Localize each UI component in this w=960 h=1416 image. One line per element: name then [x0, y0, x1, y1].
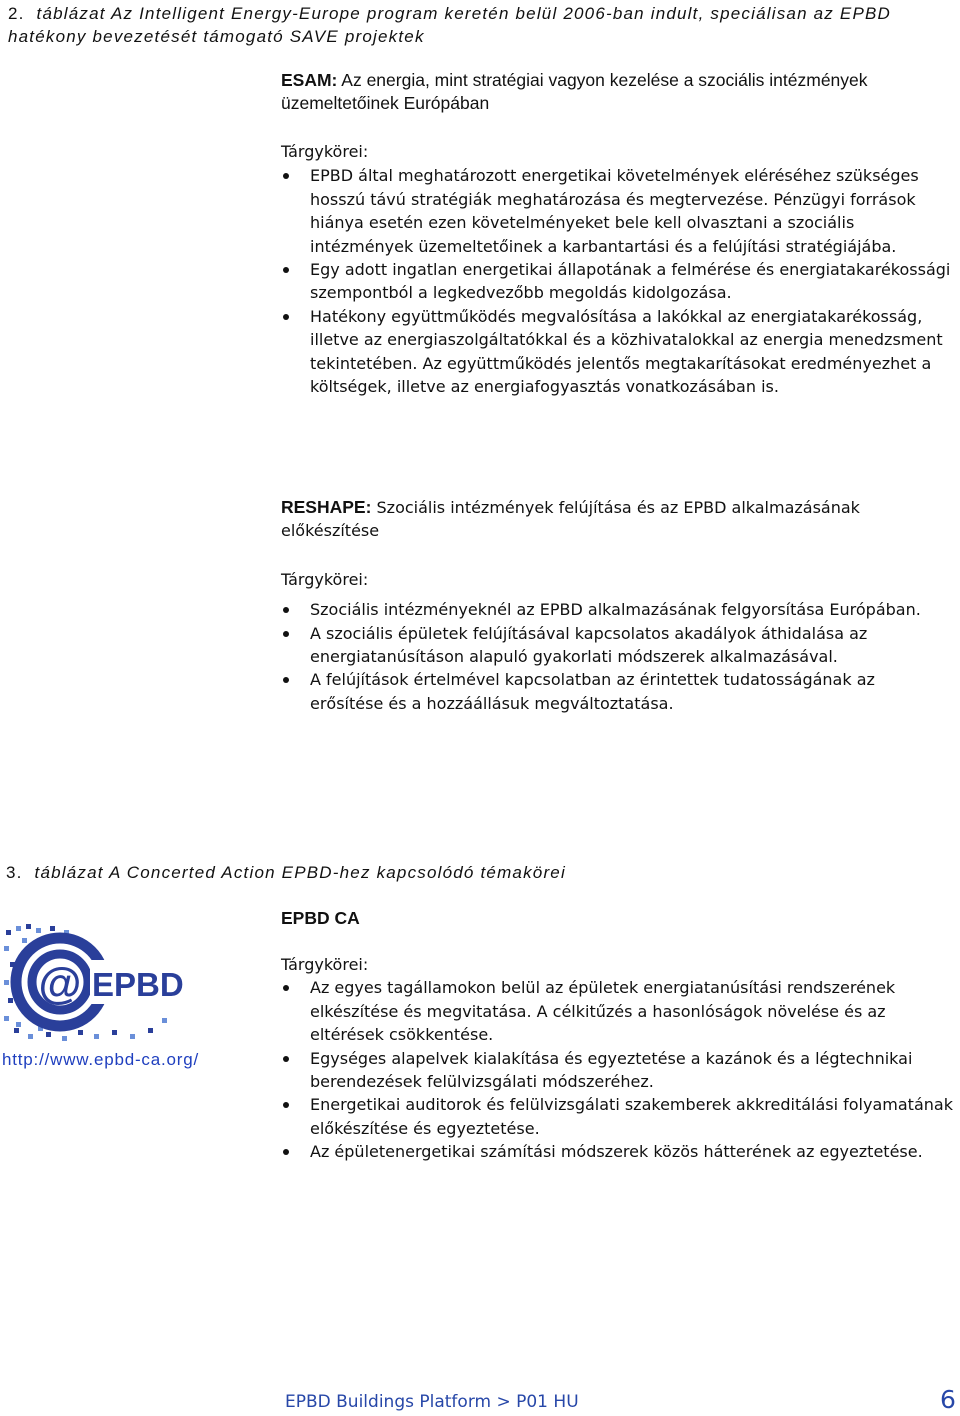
list-item: Az épületenergetikai számítási módszerek közös hátterének az egyeztetése.: [281, 1140, 953, 1163]
list-item: Szociális intézményeknél az EPBD alkalmazásának felgyorsítása Európában.: [281, 598, 953, 621]
list-item: EPBD által meghatározott energetikai követelmények eléréséhez szükséges hosszú távú stratégiák meghatározása és megtervezése. Pénzügyi források hiánya esetén ezen követelményeket bele kell olvasztani a szociális intézmények üzemeltetőinek a karbantartási és a felújítási stratégiájába.: [281, 164, 953, 258]
list-item: Hatékony együttműködés megvalósítása a lakókkal az energiatakarékosság, illetve az energiaszolgáltatókkal és a közhivatalokkal az energia menedzsment tekintetében. Az együttműködés jelentős megtakarításokat eredményezhet a költségek, illetve az energiafogyasztás vonatkozásában is.: [281, 305, 953, 399]
epbd-logo-graphic: [2, 922, 184, 1042]
esam-topic-list: [281, 164, 953, 398]
table-2-caption-text: táblázat Az Intelligent Energy-Europe program keretén belül 2006-ban indult, speciálisan az EPBD hatékony bevezetését támogató SAVE projektek: [8, 4, 892, 46]
page-number: 6: [940, 1385, 956, 1414]
esam-section: [281, 69, 953, 398]
reshape-title-bold: RESHAPE:: [281, 497, 372, 517]
reshape-topics-label: Tárgykörei:: [281, 569, 369, 589]
esam-topics-label: Tárgykörei:: [281, 142, 369, 161]
table-3-caption: [6, 861, 946, 884]
logo-wordmark: EPBD: [92, 966, 184, 1003]
list-item: Egy adott ingatlan energetikai állapotának a felmérése és energiatakarékossági szempontból a legkedvezőbb megoldás kidolgozása.: [281, 258, 953, 305]
list-item: Egységes alapelvek kialakítása és egyeztetése a kazánok és a légtechnikai berendezések felülvizsgálati módszeréhez.: [281, 1047, 953, 1094]
epbd-ca-section: [281, 907, 953, 1164]
esam-title-rest: Az energia, mint stratégiai vagyon kezelése a szociális intézmények üzemeltetőinek Európában: [281, 70, 868, 113]
epbd-ca-logo: [2, 922, 184, 1042]
table-2-number: 2.: [8, 4, 25, 23]
list-item: Energetikai auditorok és felülvizsgálati szakemberek akkreditálási folyamatának előkészítése és egyeztetése.: [281, 1093, 953, 1140]
table-3-number: 3.: [6, 863, 23, 882]
reshape-title: [281, 496, 953, 543]
reshape-title-rest: Szociális intézmények felújítása és az EPBD alkalmazásának előkészítése: [281, 498, 860, 541]
epbd-ca-topics-label: Tárgykörei:: [281, 955, 369, 974]
list-item: Az egyes tagállamokon belül az épületek energiatanúsítási rendszerének elkészítése és megvitatása. A célkitűzés a hasonlóságok növelése és az eltérések csökkentése.: [281, 976, 953, 1046]
list-item: A felújítások értelmével kapcsolatban az érintettek tudatosságának az erősítése és a hozzáállásuk megváltoztatása.: [281, 668, 953, 715]
reshape-topic-list: [281, 598, 953, 715]
footer-text: EPBD Buildings Platform > P01 HU: [285, 1392, 579, 1412]
logo-at-symbol: @: [38, 959, 82, 1008]
esam-title-bold: ESAM:: [281, 70, 338, 90]
epbd-ca-title: EPBD CA: [281, 908, 360, 928]
epbd-ca-topic-list: [281, 976, 953, 1163]
list-item: A szociális épületek felújításával kapcsolatos akadályok áthidalása az energiatanúsításon alapuló gyakorlati módszerek alkalmazásával.: [281, 622, 953, 669]
table-2-caption: [8, 2, 956, 48]
esam-title: [281, 69, 953, 115]
reshape-section: [281, 496, 953, 715]
table-3-caption-text: táblázat A Concerted Action EPBD-hez kapcsolódó témakörei: [34, 863, 566, 882]
epbd-ca-link[interactable]: http://www.epbd-ca.org/: [2, 1050, 199, 1069]
